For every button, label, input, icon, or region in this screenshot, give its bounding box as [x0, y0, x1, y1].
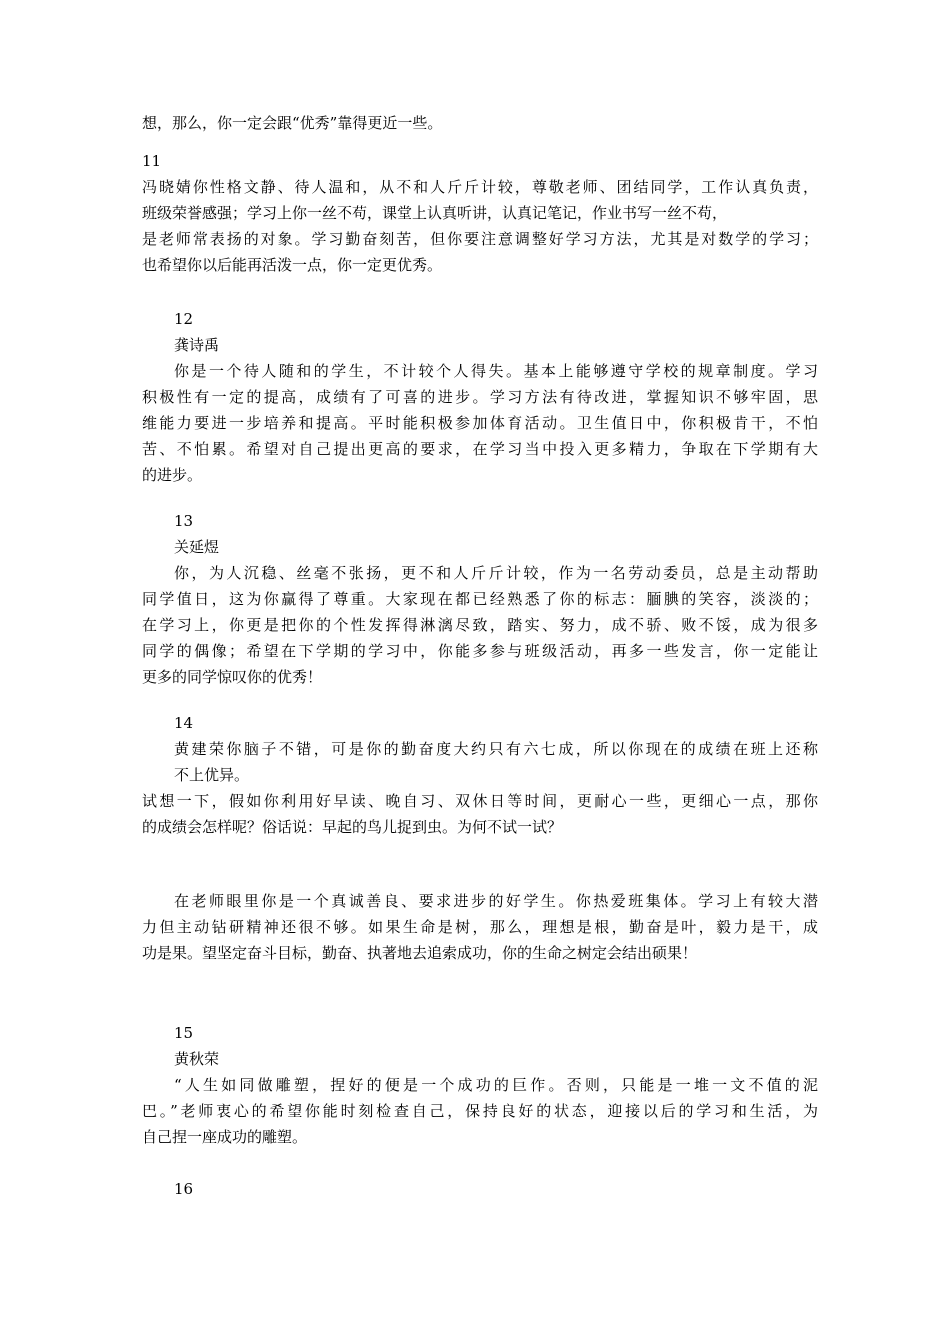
entry-13	[142, 508, 818, 560]
text-line: 是老师常表扬的对象。学习勤奋刻苦，但你要注意调整好学习方法，尤其是对数学的学习；	[142, 230, 818, 248]
text-line: 力但主动钻研精神还很不够。如果生命是树，那么，理想是根，勤奋是叶，毅力是干，成	[142, 918, 818, 936]
entry-number: 14	[174, 714, 194, 732]
entry-12-comment	[142, 358, 818, 488]
text-line: 在学习上，你更是把你的个性发挥得淋漓尽致，踏实、努力，成不骄、败不馁，成为很多	[142, 616, 818, 634]
text-line: 的成绩会怎样呢？俗话说：早起的鸟儿捉到虫。为何不试一试？	[142, 818, 563, 836]
text-line: 巴。”老师衷心的希望你能时刻检查自己，保持良好的状态，迎接以后的学习和生活，为	[142, 1102, 818, 1120]
entry-16	[142, 1176, 818, 1202]
text-line: 班级荣誉感强；学习上你一丝不苟，课堂上认真听讲，认真记笔记，作业书写一丝不苟，	[142, 204, 728, 222]
text-line: 黄建荣你脑子不错，可是你的勤奋度大约只有六七成，所以你现在的成绩在班上还称	[174, 740, 818, 758]
student-name: 黄秋荣	[174, 1050, 220, 1068]
text-line: “人生如同做雕塑，捏好的便是一个成功的巨作。否则，只能是一堆一文不值的泥	[174, 1076, 818, 1094]
entry-13-comment	[142, 560, 818, 690]
text-line: 想，那么，你一定会跟“优秀”靠得更近一些。	[142, 114, 443, 132]
entry-15	[142, 1020, 818, 1072]
entry-number: 13	[174, 512, 194, 530]
entry-12	[142, 306, 818, 358]
text-line: 更多的同学惊叹你的优秀！	[142, 668, 323, 686]
entry-number: 11	[142, 152, 162, 170]
text-line: 同学值日，这为你赢得了尊重。大家现在都已经熟悉了你的标志：腼腆的笑容，淡淡的；	[142, 590, 818, 608]
text-line: 维能力要进一步培养和提高。平时能积极参加体育活动。卫生值日中，你积极肯干，不怕	[142, 414, 818, 432]
entry-11	[142, 148, 818, 174]
text-line: 也希望你以后能再活泼一点，你一定更优秀。	[142, 256, 443, 274]
entry-14-comment	[142, 736, 818, 840]
text-line: 的进步。	[142, 466, 203, 484]
entry-number: 12	[174, 310, 194, 328]
intro-paragraph	[142, 110, 818, 136]
text-line: 试想一下，假如你利用好早读、晚自习、双休日等时间，更耐心一些，更细心一点，那你	[142, 792, 818, 810]
entry-number: 16	[174, 1180, 194, 1198]
text-line: 苦、不怕累。希望对自己提出更高的要求，在学习当中投入更多精力，争取在下学期有大	[142, 440, 818, 458]
text-line: 功是果。望坚定奋斗目标，勤奋、执著地去追索成功，你的生命之树定会结出硕果！	[142, 944, 698, 962]
text-line: 在老师眼里你是一个真诚善良、要求进步的好学生。你热爱班集体。学习上有较大潜	[174, 892, 818, 910]
text-line: 同学的偶像；希望在下学期的学习中，你能多参与班级活动，再多一些发言，你一定能让	[142, 642, 818, 660]
text-line: 你是一个待人随和的学生，不计较个人得失。基本上能够遵守学校的规章制度。学习	[174, 362, 818, 380]
text-line: 冯晓婧你性格文静、待人温和，从不和人斤斤计较，尊敬老师、团结同学，工作认真负责，	[142, 178, 818, 196]
text-line: 你，为人沉稳、丝毫不张扬，更不和人斤斤计较，作为一名劳动委员，总是主动帮助	[174, 564, 818, 582]
entry-15-comment	[142, 1072, 818, 1150]
text-line: 自己捏一座成功的雕塑。	[142, 1128, 308, 1146]
student-name: 龚诗禹	[174, 336, 220, 354]
entry-14	[142, 710, 818, 736]
text-line: 不上优异。	[174, 766, 250, 784]
student-name: 关延煜	[174, 538, 220, 556]
entry-14-extra-comment	[142, 888, 818, 966]
entry-number: 15	[174, 1024, 194, 1042]
entry-11-comment	[142, 174, 818, 278]
text-line: 积极性有一定的提高，成绩有了可喜的进步。学习方法有待改进，掌握知识不够牢固，思	[142, 388, 818, 406]
